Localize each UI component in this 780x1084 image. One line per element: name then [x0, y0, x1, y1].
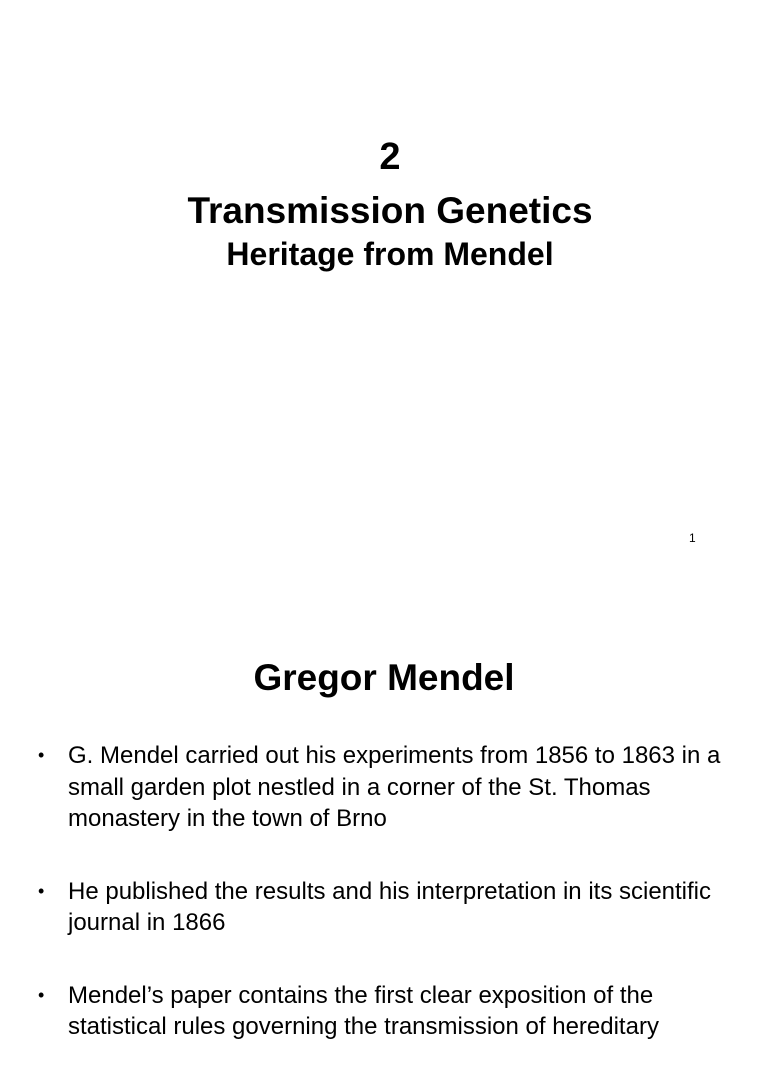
bullet-icon: • — [38, 880, 45, 901]
page-number: 1 — [689, 531, 696, 545]
bullet-item — [36, 876, 736, 939]
bullet-list — [36, 740, 736, 1084]
bullet-icon: • — [38, 984, 45, 1005]
bullet-item — [36, 740, 736, 835]
bullet-text: He published the results and his interpretation in its scientific journal in 1866 — [68, 877, 712, 936]
bullet-icon: • — [38, 745, 45, 765]
slide-title: Gregor Mendel — [253, 657, 515, 698]
bullet-text: G. Mendel carried out his experiments from 1856 to 1863 in a small garden plot nestled in a corner of the St. Thomas monastery in the town of Brno — [68, 742, 721, 832]
bullet-item — [36, 980, 736, 1043]
chapter-number: 2 — [379, 136, 401, 178]
bullet-text: Mendel’s paper contains the first clear exposition of the statistical rules governing the transmission of hereditary — [68, 981, 659, 1040]
slide-subtitle: Heritage from Mendel — [226, 236, 554, 272]
slide-title: Transmission Genetics — [187, 190, 593, 231]
slide-2 — [0, 576, 768, 1040]
